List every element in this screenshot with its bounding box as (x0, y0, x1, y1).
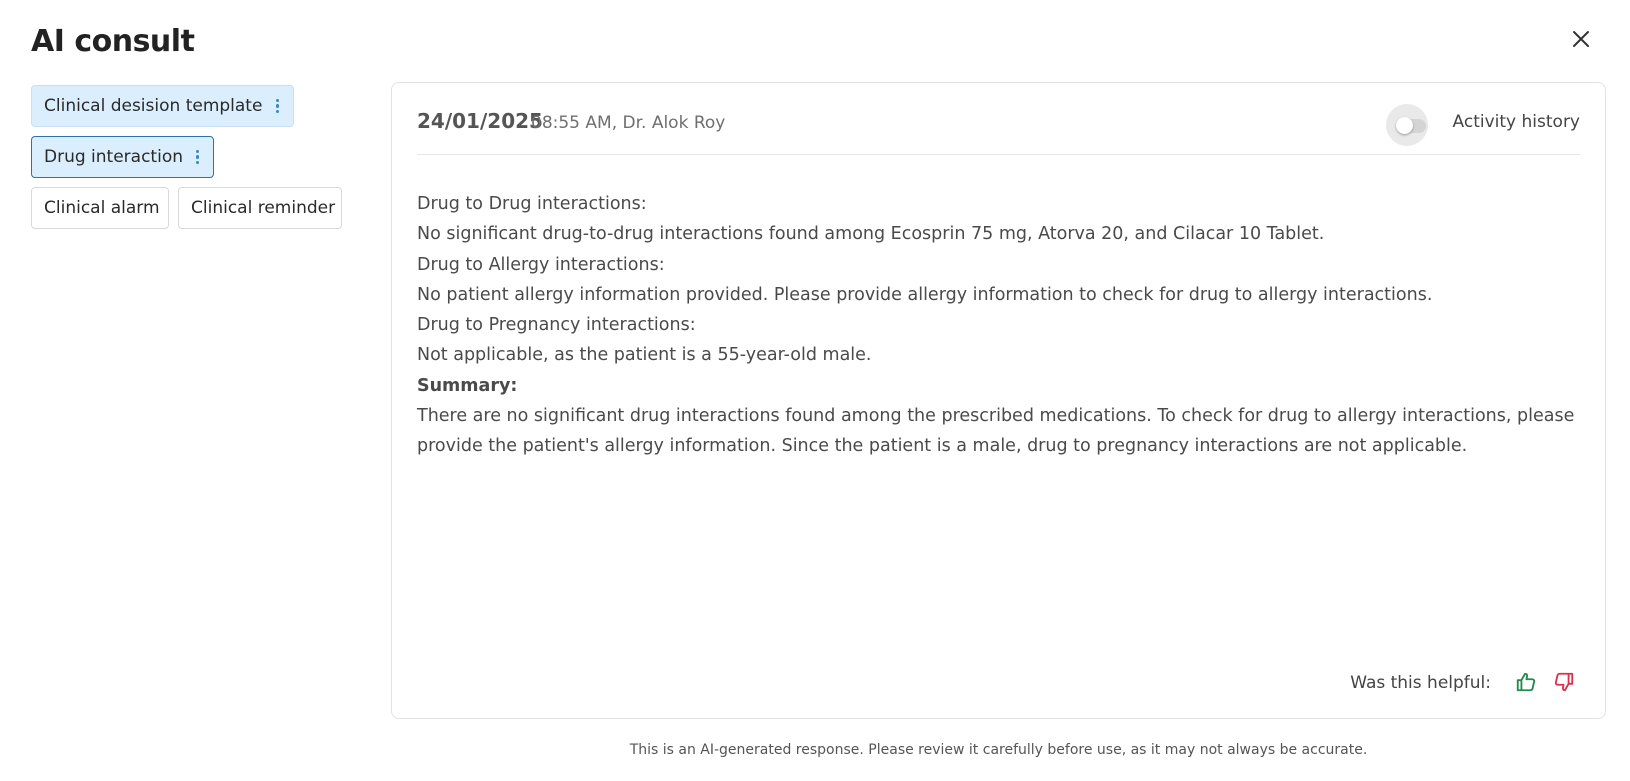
ai-disclaimer: This is an AI-generated response. Please review it carefully before use, as it may not always be accurate. (629, 742, 1368, 758)
chip-drug-interaction[interactable] (31, 136, 214, 178)
summary-text: There are no significant drug interactions found among the prescribed medications. To check for drug to allergy interactions, please provide the patient's allergy information. Since the patient is a male, drug to pregnancy interactions are not applicable. (417, 406, 1575, 457)
feedback-label: Was this helpful: (1350, 673, 1491, 693)
content-line: No patient allergy information provided. Please provide allergy information to check for drug to allergy interactions. (417, 284, 1433, 305)
content-line: Drug to Allergy interactions: (417, 254, 665, 275)
chip-clinical-decision-template[interactable] (31, 85, 294, 127)
close-button[interactable] (1568, 26, 1594, 52)
more-vertical-icon[interactable] (274, 99, 282, 114)
content-line: Drug to Drug interactions: (417, 194, 647, 214)
page-title: AI consult (31, 24, 195, 59)
summary-heading: Summary: (417, 375, 518, 396)
response-panel (391, 82, 1606, 719)
chip-clinical-reminder[interactable] (178, 187, 342, 229)
close-icon (1571, 29, 1591, 49)
response-header (417, 109, 1580, 155)
content-line: Drug to Pregnancy interactions: (417, 315, 696, 336)
activity-history-label: Activity history (1452, 112, 1580, 132)
more-vertical-icon[interactable] (194, 150, 202, 165)
response-content (417, 189, 1582, 462)
content-line: No significant drug-to-drug interactions found among Ecosprin 75 mg, Atorva 20, and Cilacar 10 Tablet. (417, 224, 1325, 245)
thumbs-down-icon[interactable] (1553, 671, 1577, 695)
chip-label: Clinical reminder (191, 198, 336, 218)
feedback-bar (1350, 671, 1577, 695)
response-meta: 08:55 AM, Dr. Alok Roy (531, 113, 726, 133)
toggle-knob (1396, 117, 1413, 134)
thumbs-up-icon[interactable] (1515, 671, 1539, 695)
response-date: 24/01/2025 (417, 109, 543, 133)
activity-history-toggle[interactable] (1386, 104, 1428, 146)
content-line: Not applicable, as the patient is a 55-year-old male. (417, 345, 872, 366)
chip-clinical-alarm[interactable] (31, 187, 169, 229)
chip-label: Clinical alarm (44, 198, 160, 218)
chip-label: Drug interaction (44, 147, 183, 167)
chip-label: Clinical desision template (44, 96, 263, 116)
